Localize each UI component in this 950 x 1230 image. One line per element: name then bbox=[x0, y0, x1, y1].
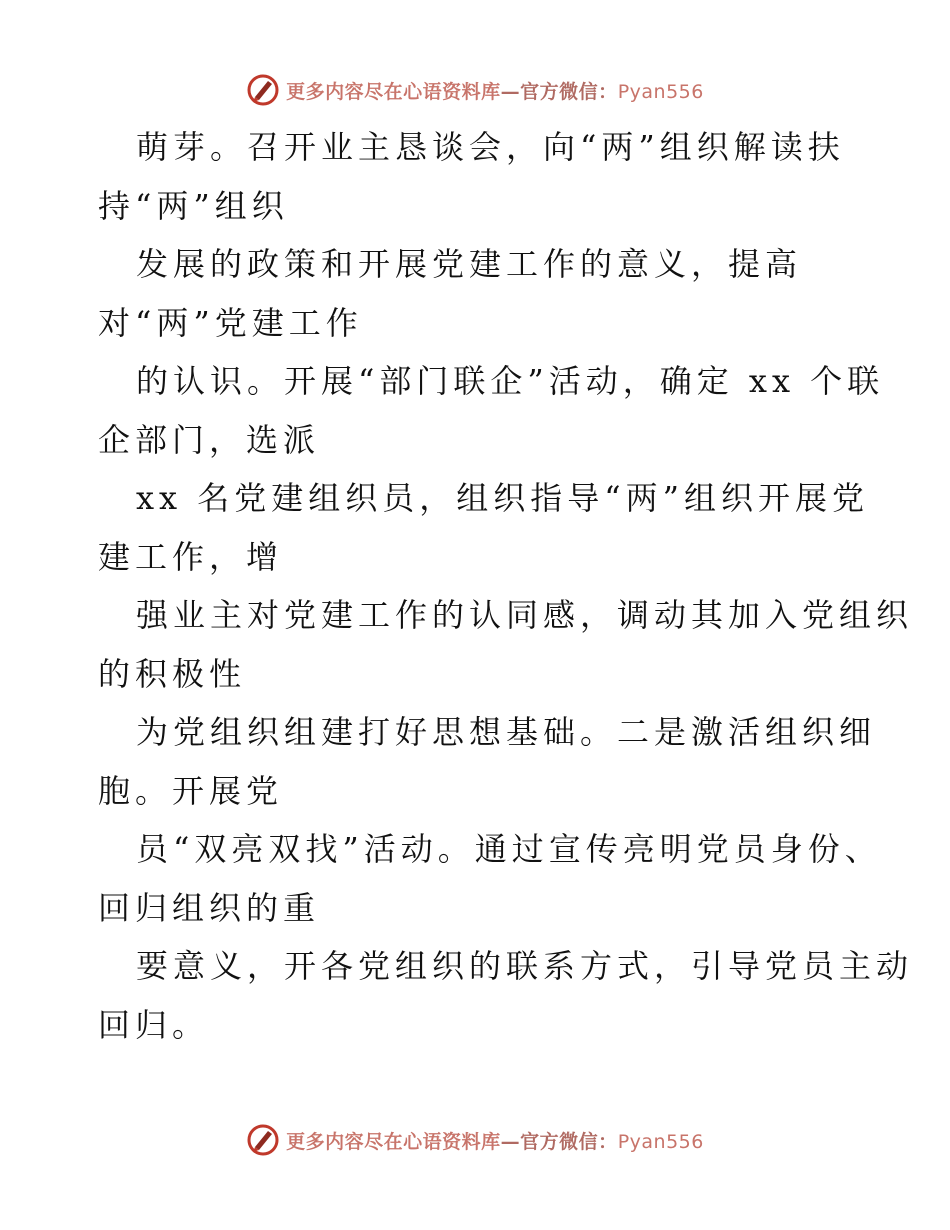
paragraph-3 bbox=[98, 352, 885, 469]
footer-watermark bbox=[0, 1120, 950, 1160]
paragraph-line: 对“两”党建工作 bbox=[98, 303, 363, 342]
document-body bbox=[98, 118, 914, 1054]
paragraph-line: 回归组织的重 bbox=[98, 888, 321, 927]
watermark-text: 更多内容尽在心语资料库—官方微信：Pyan556 bbox=[286, 1130, 704, 1153]
paragraph-7 bbox=[98, 820, 882, 937]
paragraph-line: 的积极性 bbox=[98, 654, 247, 693]
paragraph-line: 企部门，选派 bbox=[98, 420, 321, 459]
paragraph-line: 胞。开展党 bbox=[98, 771, 284, 810]
paragraph-2 bbox=[98, 235, 868, 352]
paragraph-line: 的认识。开展“部门联企”活动，确定 xx 个联 bbox=[136, 362, 885, 400]
watermark-text: 更多内容尽在心语资料库—官方微信：Pyan556 bbox=[286, 80, 704, 103]
paragraph-line: 员“双亮双找”活动。通过宣传亮明党员身份、 bbox=[136, 830, 882, 868]
paragraph-8 bbox=[98, 937, 914, 1054]
paragraph-line: 萌芽。召开业主恳谈会，向“两”组织解读扶 bbox=[136, 128, 845, 166]
header-watermark bbox=[0, 70, 950, 110]
paragraph-line: 要意义，开各党组织的联系方式，引导党员主动 bbox=[136, 947, 914, 985]
paragraph-5 bbox=[98, 586, 914, 703]
paragraph-line: 建工作，增 bbox=[98, 537, 284, 576]
paragraph-6 bbox=[98, 703, 877, 820]
paragraph-line: 发展的政策和开展党建工作的意义，提高 bbox=[136, 245, 803, 283]
paragraph-line: 强业主对党建工作的认同感，调动其加入党组织 bbox=[136, 596, 914, 634]
paragraph-1 bbox=[98, 118, 868, 235]
pen-logo-icon bbox=[246, 73, 280, 107]
paragraph-line: 回归。 bbox=[98, 1005, 210, 1044]
pen-logo-icon bbox=[246, 1123, 280, 1157]
paragraph-line: 持“两”组织 bbox=[98, 186, 289, 225]
paragraph-line: 为党组织组建打好思想基础。二是激活组织细 bbox=[136, 713, 877, 751]
paragraph-4 bbox=[98, 469, 868, 586]
paragraph-line: xx 名党建组织员，组织指导“两”组织开展党 bbox=[136, 479, 869, 517]
